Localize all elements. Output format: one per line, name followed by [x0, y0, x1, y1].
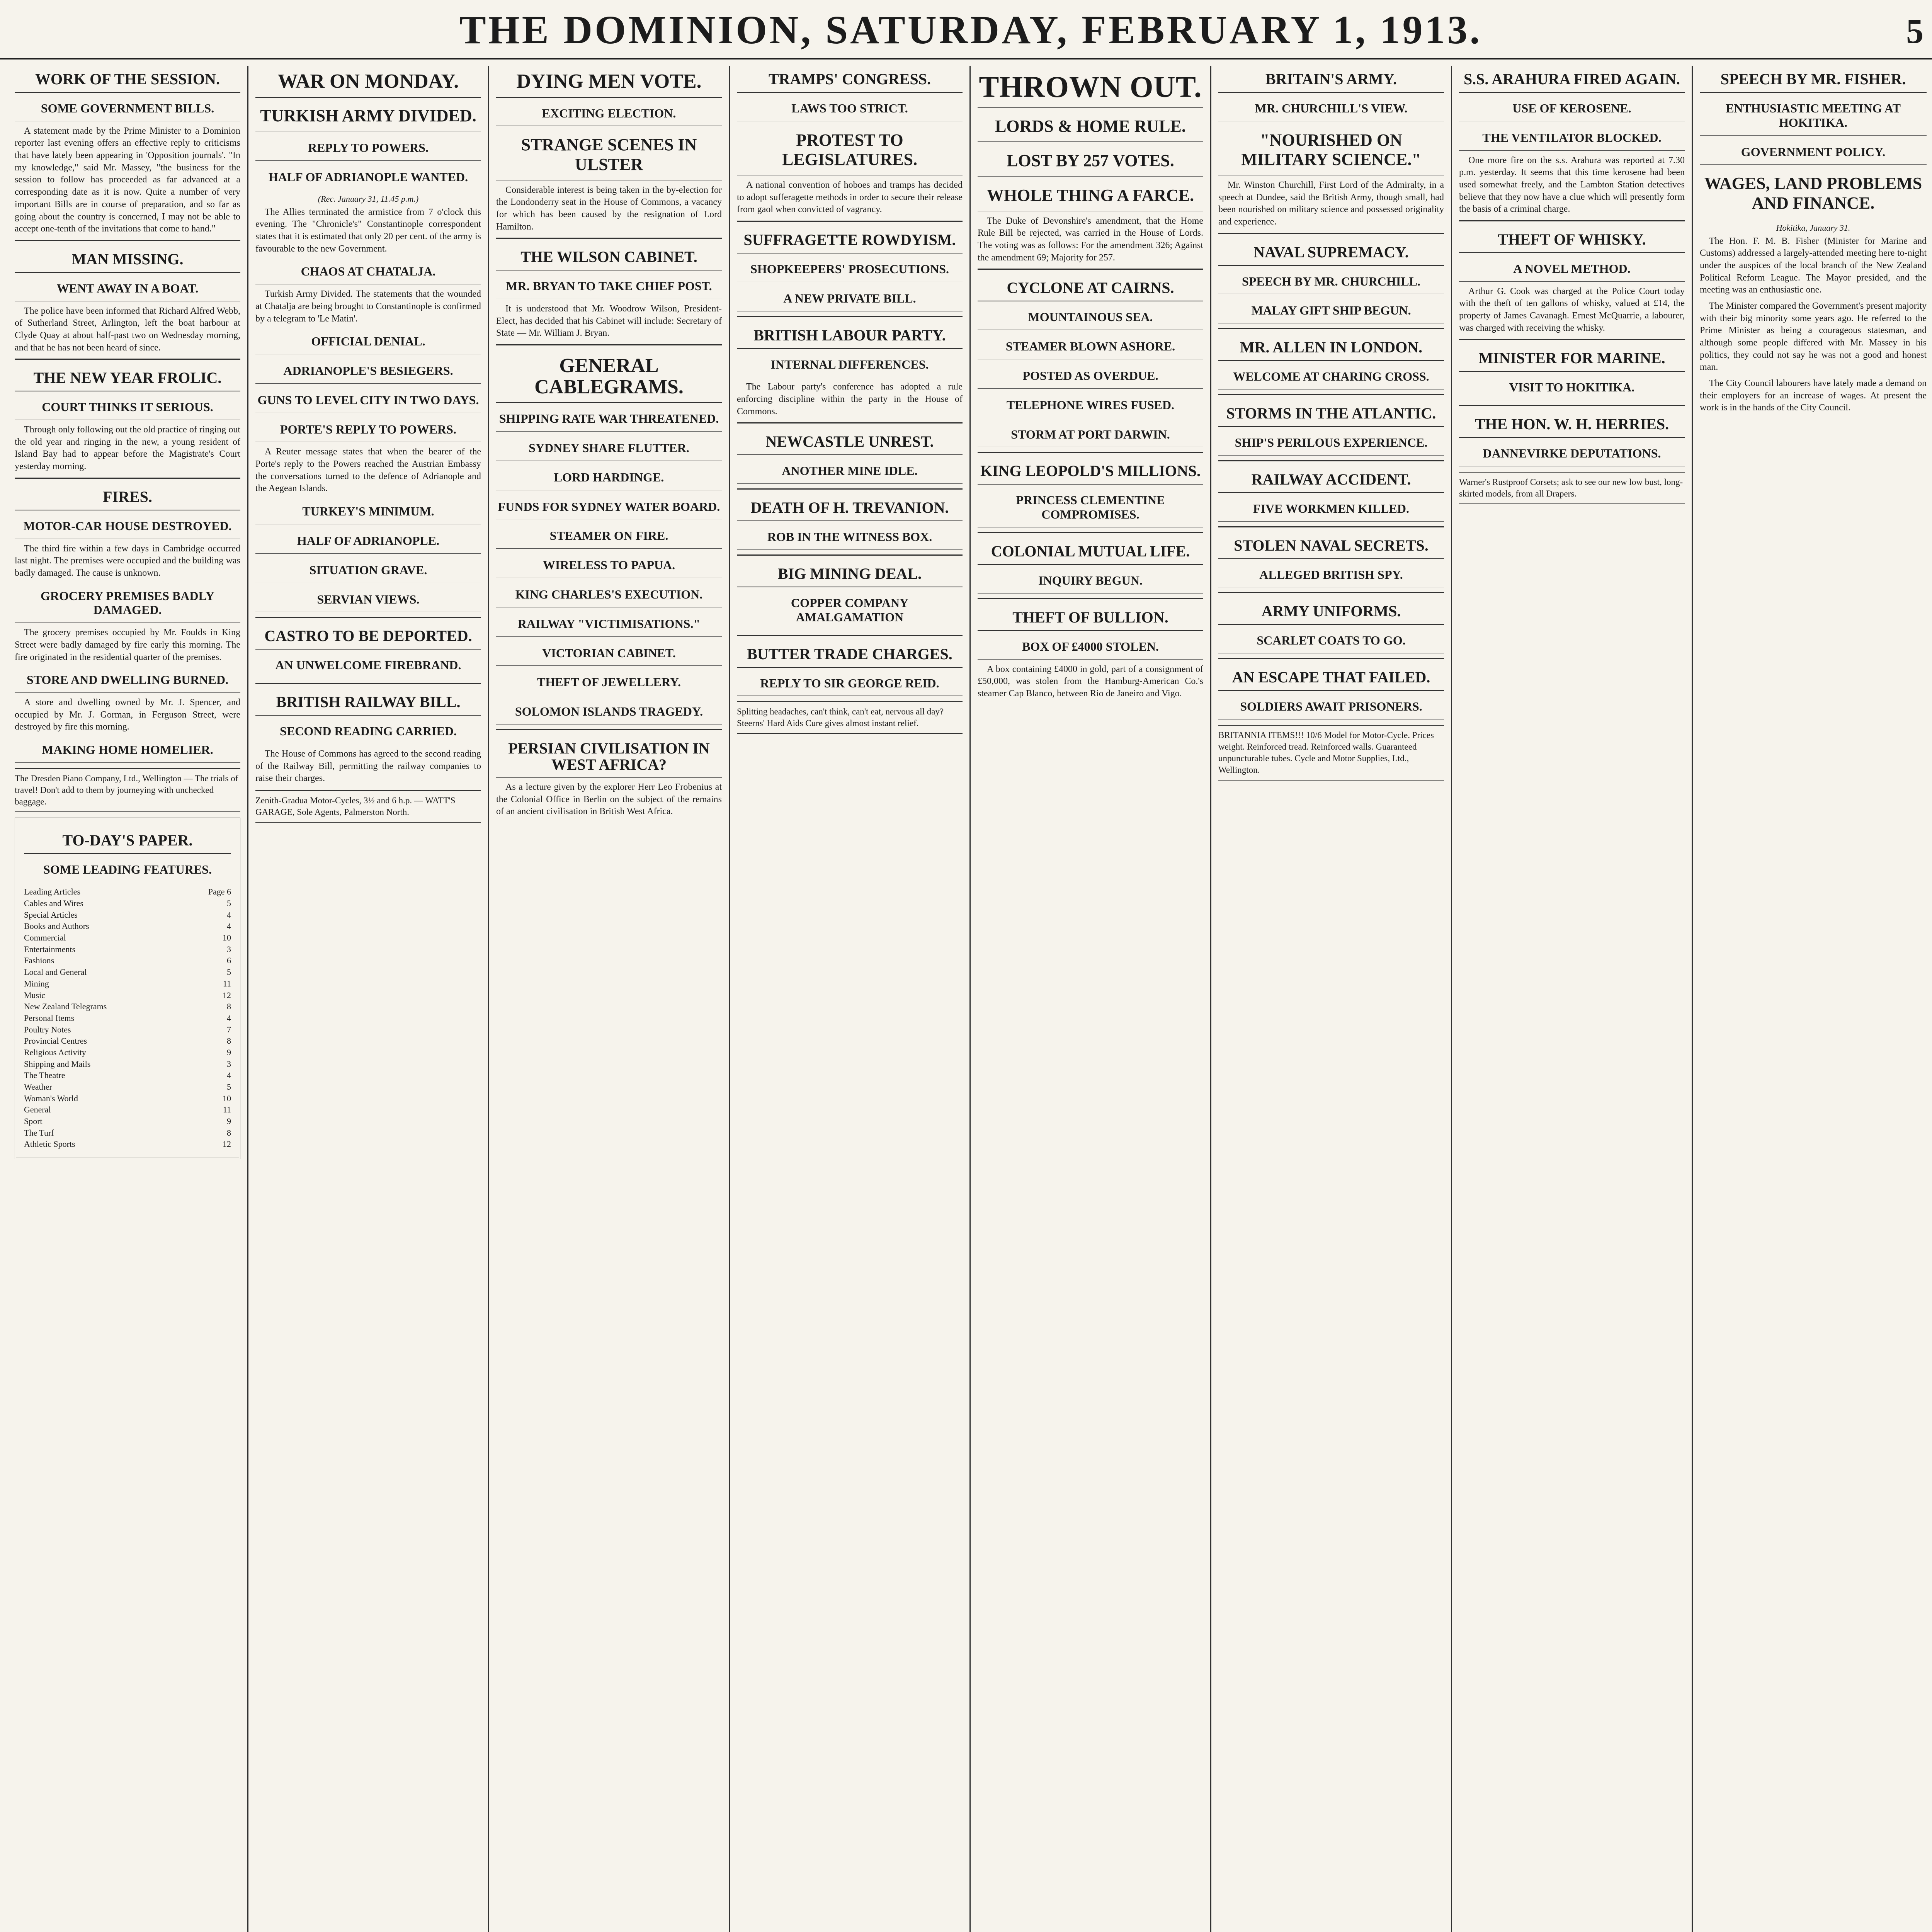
contents-page: 12	[223, 990, 231, 1000]
contents-row	[24, 1047, 231, 1058]
subhead: VICTORIAN CABINET.	[496, 641, 722, 666]
columns	[8, 66, 1932, 1932]
contents-page: 8	[227, 1128, 231, 1138]
headline: THEFT OF BULLION.	[978, 604, 1203, 631]
paragraph: It is understood that Mr. Woodrow Wilson, President-Elect, has decided that his Cabinet will include: Secretary of State — Mr. William J. Bryan.	[496, 304, 722, 338]
headline: GENERAL CABLEGRAMS.	[496, 350, 722, 403]
subhead: TURKISH ARMY DIVIDED.	[255, 101, 481, 132]
advertisement: Splitting headaches, can't think, can't eat, nervous all day? Steerns' Hard Aids Cure gives almost instant relief.	[737, 701, 963, 734]
subhead: LORDS & HOME RULE.	[978, 111, 1203, 142]
headline: TRAMPS' CONGRESS.	[737, 66, 963, 93]
contents-row	[24, 1116, 231, 1127]
subhead: REPLY TO POWERS.	[255, 135, 481, 161]
subhead: TELEPHONE WIRES FUSED.	[978, 393, 1203, 418]
contents-row	[24, 932, 231, 944]
subhead: HALF OF ADRIANOPLE WANTED.	[255, 165, 481, 190]
article-body	[978, 663, 1203, 700]
contents-row	[24, 990, 231, 1001]
subhead: STORM AT PORT DARWIN.	[978, 422, 1203, 447]
divider	[978, 269, 1203, 270]
contents-page: Page 6	[208, 887, 231, 897]
paragraph: The grocery premises occupied by Mr. Foulds in King Street were badly damaged by fire early this morning. The fire originated in the residential quarter of the premises.	[15, 628, 240, 662]
divider	[1459, 339, 1685, 340]
paragraph: The Duke of Devonshire's amendment, that the Home Rule Bill be rejected, was carried in the House of Lords. The voting was as follows: For the amendment 326; Against the amendment 69; Majority for 257.	[978, 216, 1203, 263]
subhead: PROTEST TO LEGISLATURES.	[737, 125, 963, 175]
subhead: A NOVEL METHOD.	[1459, 256, 1685, 282]
contents-label: Athletic Sports	[24, 1139, 75, 1149]
paragraph: The Minister compared the Government's present majority with their big minority some years ago. He referred to the Prime Minister as being a courageous statesman, and although some people differed with Mr. Massey in his politics, they could not say he was not a good and honest man.	[1700, 301, 1927, 372]
contents-row	[24, 1058, 231, 1070]
contents-row	[24, 886, 231, 898]
headline: S.S. ARAHURA FIRED AGAIN.	[1459, 66, 1685, 93]
subhead: SPEECH BY MR. CHURCHILL.	[1218, 269, 1444, 294]
headline: CYCLONE AT CAIRNS.	[978, 274, 1203, 301]
subhead: LAWS TOO STRICT.	[737, 96, 963, 121]
subhead: GOVERNMENT POLICY.	[1700, 139, 1927, 165]
divider	[1218, 526, 1444, 527]
headline: ARMY UNIFORMS.	[1218, 598, 1444, 625]
contents-label: Fashions	[24, 956, 54, 966]
subhead: SYDNEY SHARE FLUTTER.	[496, 435, 722, 461]
contents-page: 11	[223, 1105, 231, 1115]
article-body	[15, 697, 240, 733]
headline: MR. ALLEN IN LONDON.	[1218, 334, 1444, 361]
subhead: MALAY GIFT SHIP BEGUN.	[1218, 298, 1444, 323]
subhead: DANNEVIRKE DEPUTATIONS.	[1459, 441, 1685, 466]
contents-row	[24, 909, 231, 921]
headline: BRITISH LABOUR PARTY.	[737, 322, 963, 349]
contents-row	[24, 1127, 231, 1139]
paragraph: The House of Commons has agreed to the second reading of the Railway Bill, permitting the railway companies to raise their charges.	[255, 748, 481, 784]
headline: STORMS IN THE ATLANTIC.	[1218, 400, 1444, 427]
article-body	[496, 184, 722, 233]
subhead: PRINCESS CLEMENTINE COMPROMISES.	[978, 488, 1203, 527]
newspaper-title: THE DOMINION, SATURDAY, FEBRUARY 1, 1913.	[459, 8, 1482, 52]
contents-page: 4	[227, 910, 231, 920]
divider	[1459, 220, 1685, 221]
subhead: EXCITING ELECTION.	[496, 101, 722, 126]
divider	[496, 238, 722, 239]
contents-row	[24, 966, 231, 978]
contents-page: 6	[227, 956, 231, 966]
headline: SPEECH BY MR. FISHER.	[1700, 66, 1927, 93]
headline: MAN MISSING.	[15, 246, 240, 273]
divider	[15, 359, 240, 360]
divider	[1218, 394, 1444, 395]
subhead: WIRELESS TO PAPUA.	[496, 553, 722, 578]
paragraph: A store and dwelling owned by Mr. J. Spencer, and occupied by Mr. J. Gorman, in Ferguson Street, were destroyed by fire this morning.	[15, 697, 240, 732]
paragraph: The Hon. F. M. B. Fisher (Minister for Marine and Customs) addressed a largely-attended meeting here to-night under the auspices of the local branch of the New Zealand Political Reform League. The Mayor presided, and the meeting was an enthusiastic one.	[1700, 236, 1927, 295]
headline: TO-DAY'S PAPER.	[24, 827, 231, 854]
divider	[1218, 592, 1444, 593]
headline: AN ESCAPE THAT FAILED.	[1218, 664, 1444, 691]
paragraph: Through only following out the old practice of ringing out the old year and ringing in the new, a young resident of Island Bay had to appear before the Magistrate's Court yesterday morning.	[15, 425, 240, 472]
contents-page: 4	[227, 921, 231, 931]
subhead: THEFT OF JEWELLERY.	[496, 670, 722, 695]
contents-label: Music	[24, 990, 45, 1000]
article-body	[737, 381, 963, 418]
dateline: (Rec. January 31, 11.45 p.m.)	[318, 194, 419, 204]
subhead: THE VENTILATOR BLOCKED.	[1459, 125, 1685, 151]
paragraph: The Labour party's conference has adopted a rule enforcing discipline within the party in the House of Commons.	[737, 382, 963, 417]
divider	[255, 683, 481, 684]
subhead: SECOND READING CARRIED.	[255, 719, 481, 744]
headline: THE HON. W. H. HERRIES.	[1459, 411, 1685, 438]
subhead: MR. BRYAN TO TAKE CHIEF POST.	[496, 274, 722, 299]
headline: CASTRO TO BE DEPORTED.	[255, 622, 481, 650]
contents-row	[24, 898, 231, 909]
subhead: SHIPPING RATE WAR THREATENED.	[496, 406, 722, 432]
subhead: INTERNAL DIFFERENCES.	[737, 352, 963, 378]
paragraph: The Allies terminated the armistice from 7 o'clock this evening. The "Chronicle's" Constantinople correspondent states that it is estimated that only 20 per cent. of the army is favourable to the new Government.	[255, 207, 481, 254]
article-body	[1700, 235, 1927, 414]
divider	[737, 422, 963, 423]
contents-page: 10	[223, 1093, 231, 1103]
contents-label: Shipping and Mails	[24, 1059, 91, 1069]
headline: BUTTER TRADE CHARGES.	[737, 641, 963, 668]
paragraph: A national convention of hoboes and tramps has decided to adopt sufferagette methods in order to secure their release from gaol when convicted of vagrancy.	[737, 180, 963, 215]
contents-row	[24, 1070, 231, 1081]
subhead: POSTED AS OVERDUE.	[978, 363, 1203, 389]
paragraph: The police have been informed that Richard Alfred Webb, of Sutherland Street, Arlington, left the boat harbour at Clyde Quay at about half-past two on Wednesday morning, and that he has not been heard of since.	[15, 306, 240, 353]
headline: STOLEN NAVAL SECRETS.	[1218, 532, 1444, 559]
contents-label: Leading Articles	[24, 887, 81, 897]
subhead: MR. CHURCHILL'S VIEW.	[1218, 96, 1444, 121]
paragraph: As a lecture given by the explorer Herr Leo Frobenius at the Colonial Office in Berlin on the subject of the remains of an ancient civilisation in British West Africa.	[496, 782, 722, 817]
headline: COLONIAL MUTUAL LIFE.	[978, 538, 1203, 565]
column-1	[8, 66, 248, 1932]
subhead: WELCOME AT CHARING CROSS.	[1218, 364, 1444, 389]
contents-row	[24, 1012, 231, 1024]
subhead: VISIT TO HOKITIKA.	[1459, 375, 1685, 400]
paragraph: A box containing £4000 in gold, part of a consignment of £50,000, was stolen from the Hamburg-American Co.'s steamer Cap Blanco, between Rio de Janeiro and Vigo.	[978, 664, 1203, 699]
headline: THROWN OUT.	[978, 66, 1203, 108]
contents-label: General	[24, 1105, 51, 1115]
advertisement: Zenith-Gradua Motor-Cycles, 3½ and 6 h.p. — WATT'S GARAGE, Sole Agents, Palmerston North.	[255, 790, 481, 823]
article-body	[1459, 286, 1685, 335]
headline: DYING MEN VOTE.	[496, 66, 722, 98]
headline: PERSIAN CIVILISATION IN WEST AFRICA?	[496, 735, 722, 778]
subhead: FIVE WORKMEN KILLED.	[1218, 496, 1444, 522]
subhead: MOUNTAINOUS SEA.	[978, 304, 1203, 330]
article-body	[255, 288, 481, 325]
divider	[978, 452, 1203, 453]
contents-page: 7	[227, 1024, 231, 1034]
article-body	[1459, 155, 1685, 216]
subhead: SCARLET COATS TO GO.	[1218, 628, 1444, 653]
divider	[15, 240, 240, 241]
subhead: STRANGE SCENES IN ULSTER	[496, 130, 722, 180]
subhead: FUNDS FOR SYDNEY WATER BOARD.	[496, 494, 722, 520]
article-body	[737, 179, 963, 216]
headline: SUFFRAGETTE ROWDYISM.	[737, 226, 963, 253]
contents-row	[24, 978, 231, 990]
column-6	[1211, 66, 1452, 1932]
contents-page: 9	[227, 1116, 231, 1126]
divider	[496, 344, 722, 345]
article-body	[978, 215, 1203, 264]
subhead: USE OF KEROSENE.	[1459, 96, 1685, 121]
contents-page: 3	[227, 1059, 231, 1069]
paragraph: A Reuter message states that when the bearer of the Porte's reply to the Powers reached the Austrian Embassy the conversations turned to the defence of Adrianople and the Aegean Islands.	[255, 447, 481, 494]
headline: WORK OF THE SESSION.	[15, 66, 240, 93]
contents-label: Woman's World	[24, 1093, 78, 1103]
article-body	[496, 303, 722, 340]
contents-label: Mining	[24, 978, 49, 988]
subhead: SERVIAN VIEWS.	[255, 587, 481, 612]
contents-label: Commercial	[24, 933, 66, 943]
subhead: SHOPKEEPERS' PROSECUTIONS.	[737, 257, 963, 282]
subhead: SOLOMON ISLANDS TRAGEDY.	[496, 699, 722, 724]
subhead: STEAMER ON FIRE.	[496, 523, 722, 549]
subhead: KING CHARLES'S EXECUTION.	[496, 582, 722, 607]
contents-row	[24, 1081, 231, 1093]
divider	[737, 554, 963, 556]
paragraph: Considerable interest is being taken in the by-election for the Londonderry seat in the House of Commons, a vacancy for which has been caused by the resignation of Lord Hamilton.	[496, 185, 722, 232]
divider	[1218, 658, 1444, 659]
divider	[1459, 405, 1685, 406]
subhead: ANOTHER MINE IDLE.	[737, 458, 963, 484]
headline: DEATH OF H. TREVANION.	[737, 494, 963, 521]
page-number: 5	[1906, 12, 1923, 51]
contents-page: 4	[227, 1070, 231, 1080]
contents-page: 9	[227, 1047, 231, 1057]
contents-label: Personal Items	[24, 1013, 75, 1023]
subhead: LOST BY 257 VOTES.	[978, 146, 1203, 177]
headline: BRITAIN'S ARMY.	[1218, 66, 1444, 93]
dateline: Hokitika, January 31.	[1776, 223, 1850, 233]
article-body	[255, 206, 481, 255]
subhead: STORE AND DWELLING BURNED.	[15, 667, 240, 693]
subhead: CHAOS AT CHATALJA.	[255, 259, 481, 284]
contents-page: 12	[223, 1139, 231, 1149]
article-body	[255, 748, 481, 785]
contents-row	[24, 944, 231, 955]
contents-row	[24, 920, 231, 932]
headline: WAR ON MONDAY.	[255, 66, 481, 98]
contents-label: Weather	[24, 1082, 52, 1092]
article-body	[15, 627, 240, 663]
subhead: COPPER COMPANY AMALGAMATION	[737, 590, 963, 630]
subhead: PORTE'S REPLY TO POWERS.	[255, 417, 481, 442]
contents-label: Books and Authors	[24, 921, 89, 931]
headline: MINISTER FOR MARINE.	[1459, 345, 1685, 372]
headline: BRITISH RAILWAY BILL.	[255, 689, 481, 716]
subhead: INQUIRY BEGUN.	[978, 568, 1203, 594]
contents-row	[24, 955, 231, 966]
contents-label: Local and General	[24, 967, 87, 977]
subhead: STEAMER BLOWN ASHORE.	[978, 334, 1203, 359]
headline: THE WILSON CABINET.	[496, 243, 722, 270]
headline: THE NEW YEAR FROLIC.	[15, 364, 240, 391]
contents-page: 8	[227, 1036, 231, 1046]
contents-page: 10	[223, 933, 231, 943]
subhead: AN UNWELCOME FIREBRAND.	[255, 653, 481, 678]
paragraph: Turkish Army Divided. The statements that the wounded at Chatalja are being brought to Constantinople is confirmed by a telegram to 'Le Matin'.	[255, 289, 481, 324]
subhead: RAILWAY "VICTIMISATIONS."	[496, 611, 722, 637]
headline: NEWCASTLE UNREST.	[737, 428, 963, 455]
divider	[737, 221, 963, 222]
subhead: SITUATION GRAVE.	[255, 558, 481, 583]
headline: THEFT OF WHISKY.	[1459, 226, 1685, 253]
divider	[1218, 460, 1444, 461]
contents-label: New Zealand Telegrams	[24, 1002, 107, 1012]
headline: KING LEOPOLD'S MILLIONS.	[978, 457, 1203, 485]
contents-label: Sport	[24, 1116, 43, 1126]
subhead: BOX OF £4000 STOLEN.	[978, 634, 1203, 660]
subhead: A NEW PRIVATE BILL.	[737, 286, 963, 311]
contents-label: Cables and Wires	[24, 898, 83, 908]
subhead: MAKING HOME HOMELIER.	[15, 737, 240, 763]
contents-page: 3	[227, 944, 231, 954]
subhead: LORD HARDINGE.	[496, 465, 722, 490]
contents-row	[24, 1024, 231, 1036]
divider	[737, 635, 963, 636]
article-body	[496, 781, 722, 818]
paragraph: The third fire within a few days in Cambridge occurred last night. The premises were occupied and the building was badly damaged. The cause is unknown.	[15, 543, 240, 578]
headline: BIG MINING DEAL.	[737, 560, 963, 587]
headline: NAVAL SUPREMACY.	[1218, 239, 1444, 266]
headline: FIRES.	[15, 483, 240, 510]
contents-row	[24, 1035, 231, 1047]
paragraph: One more fire on the s.s. Arahura was reported at 7.30 p.m. yesterday. It seems that this time kerosene had been used somewhat freely, and the Lambton Station detectives believe that they now have a clue which will presently form the basis of a criminal charge.	[1459, 155, 1685, 214]
contents-row	[24, 1001, 231, 1012]
contents-row	[24, 1104, 231, 1116]
contents-row	[24, 1093, 231, 1104]
advertisement: The Dresden Piano Company, Ltd., Wellington — The trials of travel! Don't add to them by journeying with unchecked baggage.	[15, 768, 240, 812]
column-7	[1452, 66, 1693, 1932]
subhead: REPLY TO SIR GEORGE REID.	[737, 671, 963, 696]
contents-page: 5	[227, 967, 231, 977]
paragraph: Mr. Winston Churchill, First Lord of the Admiralty, in a speech at Dundee, said the British Army, though small, had been nourished on military science and possessed originality and experience.	[1218, 180, 1444, 227]
divider	[978, 532, 1203, 533]
contents-row	[24, 1138, 231, 1150]
paragraph: The City Council labourers have lately made a demand on their employers for an increase of wages. At present the work is in the hands of the City Council.	[1700, 378, 1927, 413]
contents-label: Religious Activity	[24, 1047, 86, 1057]
subhead: WAGES, LAND PROBLEMS AND FINANCE.	[1700, 168, 1927, 219]
contents-page: 5	[227, 1082, 231, 1092]
article-body	[15, 125, 240, 235]
article-body	[1218, 179, 1444, 228]
article-body	[15, 305, 240, 354]
subhead: ADRIANOPLE'S BESIEGERS.	[255, 358, 481, 384]
article-body	[15, 543, 240, 580]
contents-page: 8	[227, 1002, 231, 1012]
column-4	[730, 66, 971, 1932]
subhead: SOME LEADING FEATURES.	[24, 857, 231, 883]
subhead: COURT THINKS IT SERIOUS.	[15, 395, 240, 420]
contents-page: 5	[227, 898, 231, 908]
paragraph: Arthur G. Cook was charged at the Police Court today with the theft of ten gallons of whisky, valued at £14, the property of James Cavanagh. Ernest McQuarrie, a labourer, was charged with receiving the whisky.	[1459, 286, 1685, 333]
divider	[1218, 328, 1444, 329]
subhead: ROB IN THE WITNESS BOX.	[737, 524, 963, 550]
headline: RAILWAY ACCIDENT.	[1218, 466, 1444, 493]
subhead: WHOLE THING A FARCE.	[978, 180, 1203, 211]
article-body	[15, 424, 240, 473]
divider	[1218, 233, 1444, 234]
divider	[978, 598, 1203, 599]
contents-box	[15, 818, 240, 1160]
subhead: SHIP'S PERILOUS EXPERIENCE.	[1218, 430, 1444, 456]
contents-list	[24, 886, 231, 1150]
subhead: SOLDIERS AWAIT PRISONERS.	[1218, 694, 1444, 719]
subhead: GROCERY PREMISES BADLY DAMAGED.	[15, 583, 240, 623]
contents-label: Special Articles	[24, 910, 78, 920]
divider	[255, 617, 481, 618]
divider	[737, 316, 963, 317]
subhead: MOTOR-CAR HOUSE DESTROYED.	[15, 514, 240, 539]
advertisement: Warner's Rustproof Corsets; ask to see our new low bust, long-skirted models, from all Drapers.	[1459, 472, 1685, 504]
column-8	[1693, 66, 1932, 1932]
subhead: ALLEGED BRITISH SPY.	[1218, 562, 1444, 588]
column-5	[971, 66, 1211, 1932]
subhead: TURKEY'S MINIMUM.	[255, 499, 481, 524]
divider	[496, 729, 722, 730]
contents-label: Provincial Centres	[24, 1036, 87, 1046]
subhead: HALF OF ADRIANOPLE.	[255, 528, 481, 554]
contents-label: The Theatre	[24, 1070, 65, 1080]
contents-page: 11	[223, 978, 231, 988]
subhead: SOME GOVERNMENT BILLS.	[15, 96, 240, 121]
paragraph: A statement made by the Prime Minister to a Dominion reporter last evening offers an effective reply to criticisms that have lately been appearing in 'Opposition journals'. "In my knowledge," said Mr. Massey, "the business for the session to follow has proceeded as far advanced at a corresponding date as it is now. Quite a number of very important Bills are in course of preparation, and so far as going about the country is concerned, I may not be able to accept one-tenth of the invitations that come to hand."	[15, 126, 240, 234]
subhead: ENTHUSIASTIC MEETING AT HOKITIKA.	[1700, 96, 1927, 136]
divider	[15, 478, 240, 479]
article-body	[255, 446, 481, 495]
column-3	[489, 66, 730, 1932]
column-2	[248, 66, 489, 1932]
contents-label: The Turf	[24, 1128, 54, 1138]
subhead: OFFICIAL DENIAL.	[255, 329, 481, 354]
contents-page: 4	[227, 1013, 231, 1023]
subhead: GUNS TO LEVEL CITY IN TWO DAYS.	[255, 388, 481, 413]
contents-label: Poultry Notes	[24, 1024, 71, 1034]
advertisement: BRITANNIA ITEMS!!! 10/6 Model for Motor-Cycle. Prices weight. Reinforced tread. Reinforced walls. Guaranteed unpuncturable tubes. Cycle and Motor Supplies, Ltd., Wellington.	[1218, 725, 1444, 781]
contents-label: Entertainments	[24, 944, 76, 954]
masthead	[0, 0, 1932, 60]
divider	[737, 488, 963, 490]
subhead: "NOURISHED ON MILITARY SCIENCE."	[1218, 125, 1444, 175]
subhead: WENT AWAY IN A BOAT.	[15, 276, 240, 301]
